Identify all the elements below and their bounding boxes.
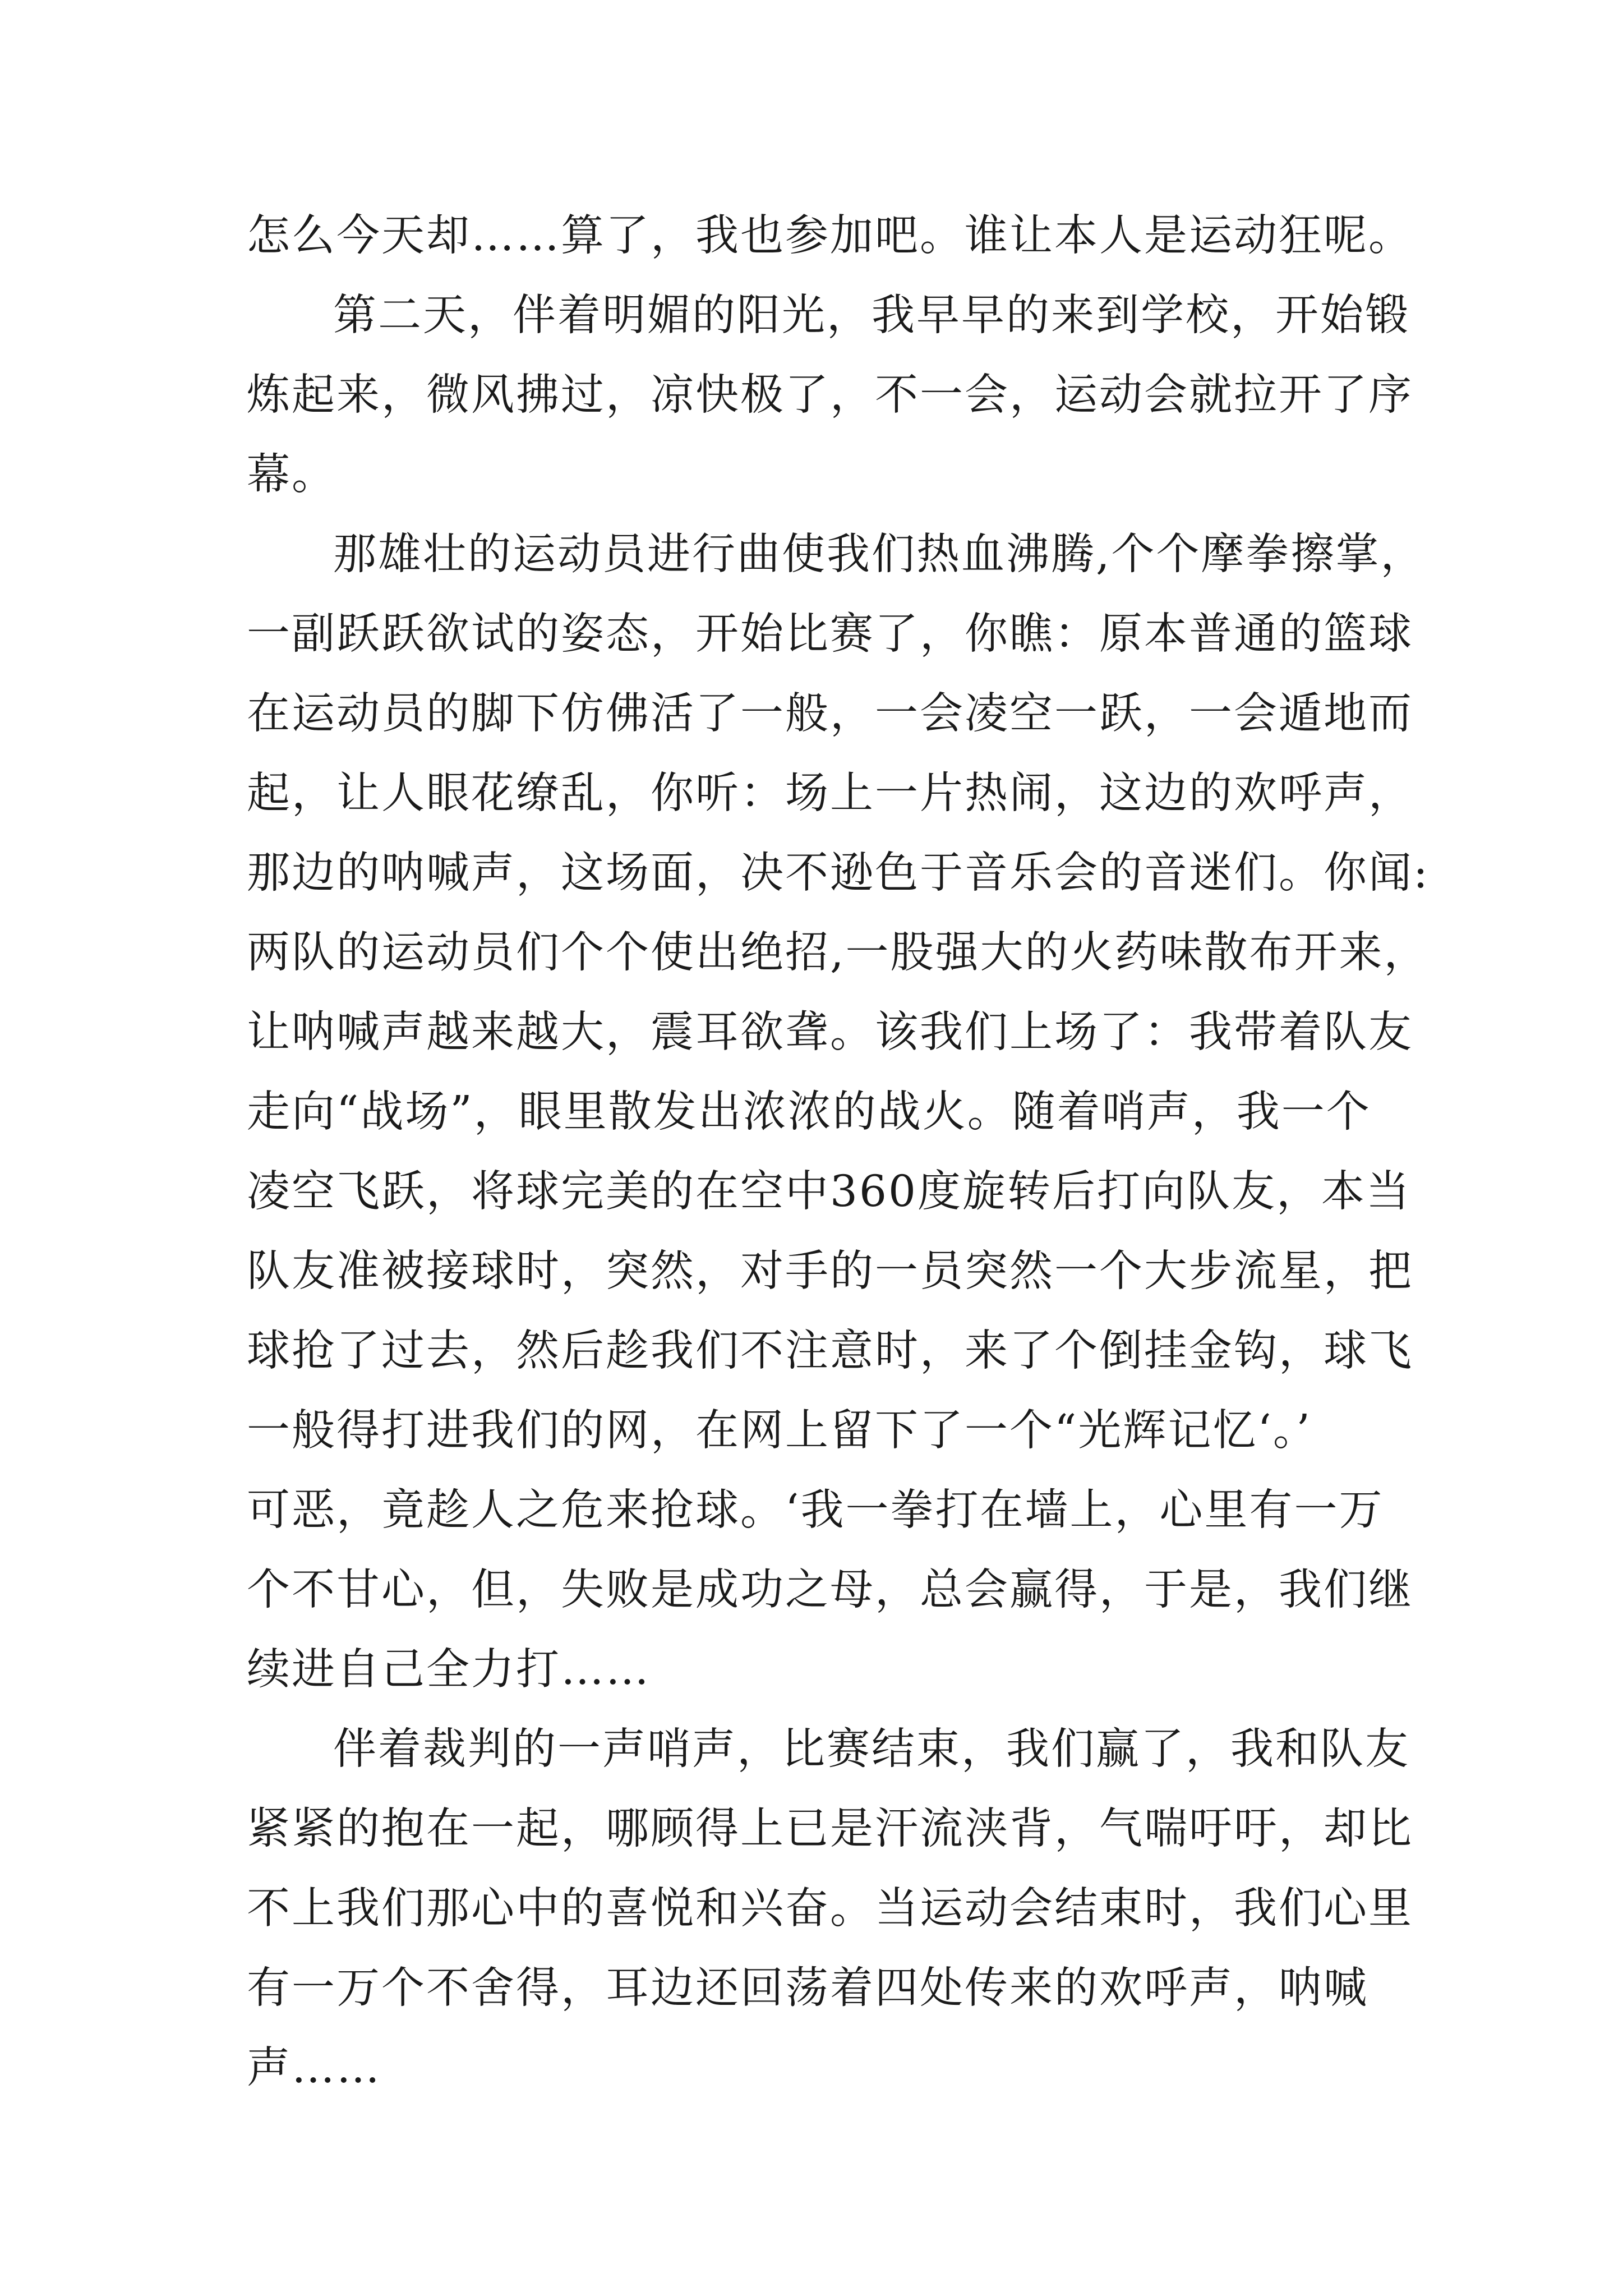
text-line: 队友准被接球时，突然，对手的一员突然一个大步流星，把 [247,1246,1413,1296]
text-line: 两队的运动员们个个使出绝招,一股强大的火药味散布开来， [247,928,1429,978]
paragraph-start-line: 第二天，伴着明媚的阳光，我早早的来到学校，开始锻 [333,291,1410,341]
text-line: 那边的呐喊声，这场面，决不逊色于音乐会的音迷们。你闻: [247,848,1430,898]
text-line: 一般得打进我们的网，在网上留下了一个“光辉记忆‘。’ [247,1406,1312,1456]
essay-body [247,196,1430,2108]
text-line: 幕。 [247,450,336,500]
text-line: 紧紧的抱在一起，哪顾得上已是汗流浃背，气喘吁吁，却比 [247,1804,1413,1854]
text-line: 起，让人眼花缭乱，你听：场上一片热闹，这边的欢呼声， [247,769,1413,818]
text-line: 可恶，竟趁人之危来抢球。‘我一拳打在墙上，心里有一万 [247,1485,1384,1535]
text-line: 在运动员的脚下仿佛活了一般，一会凌空一跃，一会遁地而 [247,689,1413,739]
text-line: 凌空飞跃，将球完美的在空中360度旋转后打向队友，本当 [247,1167,1411,1217]
text-line: 让呐喊声越来越大，震耳欲聋。该我们上场了：我带着队友 [247,1007,1413,1057]
paragraph-start-line: 伴着裁判的一声哨声，比赛结束，我们赢了，我和队友 [333,1724,1410,1774]
text-line: 有一万个不舍得，耳边还回荡着四处传来的欢呼声，呐喊 [247,1963,1368,2013]
paragraph-start-line: 那雄壮的运动员进行曲使我们热血沸腾,个个摩拳擦掌， [333,530,1426,579]
text-line: 续进自己全力打…… [247,1645,651,1695]
text-line: 球抢了过去，然后趁我们不注意时，来了个倒挂金钩，球飞 [247,1326,1413,1376]
text-line: 不上我们那心中的喜悦和兴奋。当运动会结束时，我们心里 [247,1884,1413,1934]
text-line: 炼起来，微风拂过，凉快极了，不一会，运动会就拉开了序 [247,370,1413,420]
text-line: 一副跃跃欲试的姿态，开始比赛了，你瞧：原本普通的篮球 [247,609,1413,659]
text-line: 声…… [247,2043,381,2093]
text-line: 走向“战场”，眼里散发出浓浓的战火。随着哨声，我一个 [247,1087,1371,1137]
text-line: 怎么今天却……算了，我也参加吧。谁让本人是运动狂呢。 [247,211,1413,261]
text-line: 个不甘心，但，失败是成功之母，总会赢得，于是，我们继 [247,1565,1413,1615]
